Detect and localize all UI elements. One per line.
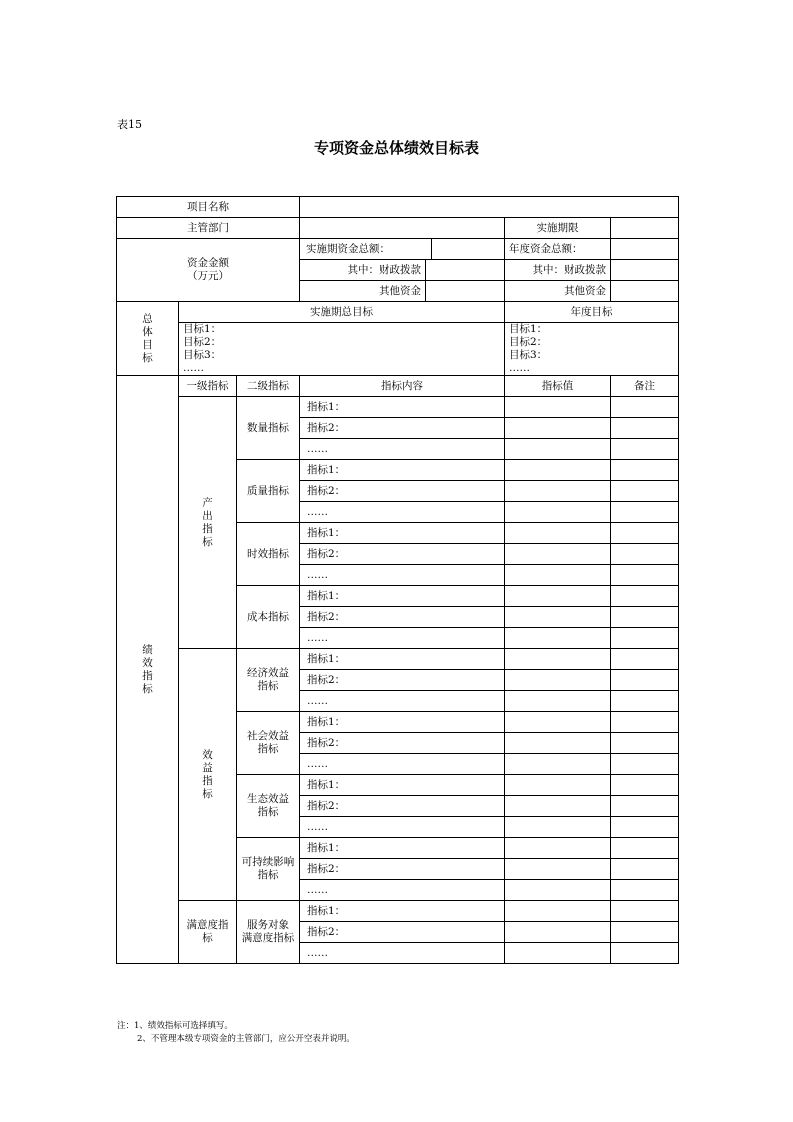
annual-total-field[interactable] bbox=[611, 239, 679, 260]
indicator-value-cell[interactable] bbox=[505, 670, 611, 691]
indicator-value-cell[interactable] bbox=[505, 691, 611, 712]
indicator-note-cell[interactable] bbox=[611, 775, 679, 796]
output-indicator-label: 产 出 指 标 bbox=[179, 397, 237, 649]
dept-field[interactable] bbox=[300, 218, 505, 239]
indicator-value-cell[interactable] bbox=[505, 838, 611, 859]
indicator-value-cell[interactable] bbox=[505, 712, 611, 733]
fund-amount-label bbox=[117, 239, 300, 302]
indicator-note-cell[interactable] bbox=[611, 481, 679, 502]
row-goal-headers bbox=[117, 302, 679, 323]
fund-amount-label-line1: 资金金额 bbox=[187, 257, 229, 269]
row-indicator-headers bbox=[117, 376, 679, 397]
indicator-content-cell[interactable]: …… bbox=[300, 943, 505, 964]
indicator-content-cell[interactable]: 指标1： bbox=[300, 397, 505, 418]
level2-indicator-label: 时效指标 bbox=[237, 523, 300, 586]
indicator-content-cell[interactable]: …… bbox=[300, 502, 505, 523]
indicator-value-cell[interactable] bbox=[505, 649, 611, 670]
indicator-content-cell[interactable]: …… bbox=[300, 754, 505, 775]
period-total-field[interactable] bbox=[432, 239, 504, 259]
indicator-content-cell[interactable]: …… bbox=[300, 817, 505, 838]
indicator-content-cell[interactable]: 指标2： bbox=[300, 922, 505, 943]
indicator-value-cell[interactable] bbox=[505, 754, 611, 775]
indicator-note-cell[interactable] bbox=[611, 733, 679, 754]
performance-indicator-label: 绩 效 指 标 bbox=[117, 376, 179, 964]
level2-indicator-label: 社会效益 指标 bbox=[237, 712, 300, 775]
period-total-label: 实施期资金总额： bbox=[300, 239, 432, 259]
indicator-content-cell[interactable]: 指标2： bbox=[300, 859, 505, 880]
fund-other-split bbox=[300, 281, 505, 302]
other-left-field[interactable] bbox=[426, 281, 504, 301]
row-project-name bbox=[117, 197, 679, 218]
indicator-note-cell[interactable] bbox=[611, 901, 679, 922]
performance-goal-table bbox=[116, 196, 679, 964]
fiscal-left-label: 其中：财政拨款 bbox=[300, 260, 426, 280]
indicator-content-cell[interactable]: 指标1： bbox=[300, 712, 505, 733]
indicator-value-cell[interactable] bbox=[505, 523, 611, 544]
row-fund-total bbox=[117, 239, 679, 260]
indicator-note-cell[interactable] bbox=[611, 754, 679, 775]
row-goal-content bbox=[117, 323, 679, 376]
fiscal-right-label: 其中：财政拨款 bbox=[505, 260, 611, 281]
indicator-value-cell[interactable] bbox=[505, 775, 611, 796]
indicator-note-cell[interactable] bbox=[611, 922, 679, 943]
other-left-label: 其他资金 bbox=[300, 281, 426, 301]
indicator-value-cell[interactable] bbox=[505, 418, 611, 439]
indicator-note-cell[interactable] bbox=[611, 397, 679, 418]
indicator-value-cell[interactable] bbox=[505, 481, 611, 502]
indicator-value-cell[interactable] bbox=[505, 817, 611, 838]
footnotes bbox=[117, 1020, 355, 1046]
period-field[interactable] bbox=[611, 218, 679, 239]
indicator-value-cell[interactable] bbox=[505, 733, 611, 754]
indicator-value-cell[interactable] bbox=[505, 460, 611, 481]
indicator-note-cell[interactable] bbox=[611, 649, 679, 670]
indicator-content-cell[interactable]: …… bbox=[300, 565, 505, 586]
indicator-value-cell[interactable] bbox=[505, 565, 611, 586]
indicator-note-cell[interactable] bbox=[611, 628, 679, 649]
satisfaction-indicator-label: 满意度指标 bbox=[179, 901, 237, 964]
indicator-content-cell[interactable]: 指标2： bbox=[300, 607, 505, 628]
indicator-row bbox=[117, 901, 679, 922]
indicator-note-cell[interactable] bbox=[611, 460, 679, 481]
indicator-content-cell[interactable]: 指标2： bbox=[300, 670, 505, 691]
benefit-indicator-label: 效 益 指 标 bbox=[179, 649, 237, 901]
indicator-note-cell[interactable] bbox=[611, 859, 679, 880]
table-number: 表15 bbox=[117, 118, 142, 131]
indicator-note-cell[interactable] bbox=[611, 796, 679, 817]
indicator-note-cell[interactable] bbox=[611, 838, 679, 859]
annual-goal-content[interactable]: 目标1： 目标2： 目标3： …… bbox=[505, 323, 679, 376]
level2-indicator-label: 可持续影响 指标 bbox=[237, 838, 300, 901]
indicator-row bbox=[117, 397, 679, 418]
indicator-note-cell[interactable] bbox=[611, 670, 679, 691]
annual-total-label: 年度资金总额： bbox=[505, 239, 611, 260]
indicator-content-cell[interactable]: 指标2： bbox=[300, 544, 505, 565]
col-value-header: 指标值 bbox=[505, 376, 611, 397]
period-goal-content[interactable]: 目标1： 目标2： 目标3： …… bbox=[179, 323, 505, 376]
row-dept bbox=[117, 218, 679, 239]
col-level1-header: 一级指标 bbox=[179, 376, 237, 397]
indicator-content-cell[interactable]: 指标2： bbox=[300, 796, 505, 817]
indicator-content-cell[interactable]: 指标2： bbox=[300, 481, 505, 502]
indicator-note-cell[interactable] bbox=[611, 502, 679, 523]
indicator-content-cell[interactable]: 指标2： bbox=[300, 733, 505, 754]
level2-indicator-label: 服务对象 满意度指标 bbox=[237, 901, 300, 964]
fund-total-split bbox=[300, 239, 505, 260]
indicator-value-cell[interactable] bbox=[505, 439, 611, 460]
fund-fiscal-split bbox=[300, 260, 505, 281]
indicator-value-cell[interactable] bbox=[505, 880, 611, 901]
indicator-value-cell[interactable] bbox=[505, 544, 611, 565]
level2-indicator-label: 生态效益 指标 bbox=[237, 775, 300, 838]
indicator-content-cell[interactable]: …… bbox=[300, 691, 505, 712]
indicator-row bbox=[117, 649, 679, 670]
indicator-note-cell[interactable] bbox=[611, 712, 679, 733]
indicator-content-cell[interactable]: 指标1： bbox=[300, 775, 505, 796]
indicator-content-cell[interactable]: 指标1： bbox=[300, 901, 505, 922]
indicator-content-cell[interactable]: …… bbox=[300, 439, 505, 460]
indicator-content-cell[interactable]: …… bbox=[300, 628, 505, 649]
period-goal-header: 实施期总目标 bbox=[179, 302, 505, 323]
period-label: 实施期限 bbox=[505, 218, 611, 239]
level2-indicator-label: 经济效益 指标 bbox=[237, 649, 300, 712]
fiscal-right-field[interactable] bbox=[611, 260, 679, 281]
indicator-content-cell[interactable]: 指标1： bbox=[300, 460, 505, 481]
project-name-label: 项目名称 bbox=[117, 197, 300, 218]
indicator-content-cell[interactable]: …… bbox=[300, 880, 505, 901]
indicator-content-cell[interactable]: 指标1： bbox=[300, 586, 505, 607]
indicator-value-cell[interactable] bbox=[505, 859, 611, 880]
indicator-content-cell[interactable]: 指标2： bbox=[300, 418, 505, 439]
indicator-note-cell[interactable] bbox=[611, 817, 679, 838]
fund-amount-label-line2: （万元） bbox=[187, 270, 229, 282]
col-content-header: 指标内容 bbox=[300, 376, 505, 397]
indicator-value-cell[interactable] bbox=[505, 943, 611, 964]
indicator-note-cell[interactable] bbox=[611, 439, 679, 460]
page-title: 专项资金总体绩效目标表 bbox=[313, 139, 479, 157]
dept-label: 主管部门 bbox=[117, 218, 300, 239]
other-right-label: 其他资金 bbox=[505, 281, 611, 302]
level2-indicator-label: 质量指标 bbox=[237, 460, 300, 523]
indicator-note-cell[interactable] bbox=[611, 418, 679, 439]
indicator-note-cell[interactable] bbox=[611, 523, 679, 544]
project-name-field[interactable] bbox=[300, 197, 679, 218]
indicator-note-cell[interactable] bbox=[611, 880, 679, 901]
indicator-value-cell[interactable] bbox=[505, 586, 611, 607]
indicator-value-cell[interactable] bbox=[505, 922, 611, 943]
indicator-note-cell[interactable] bbox=[611, 544, 679, 565]
indicator-value-cell[interactable] bbox=[505, 397, 611, 418]
indicator-value-cell[interactable] bbox=[505, 502, 611, 523]
indicator-note-cell[interactable] bbox=[611, 607, 679, 628]
footnote-2: 2、不管理本级专项资金的主管部门，应公开空表并说明。 bbox=[137, 1034, 355, 1044]
level2-indicator-label: 数量指标 bbox=[237, 397, 300, 460]
indicator-note-cell[interactable] bbox=[611, 691, 679, 712]
indicator-value-cell[interactable] bbox=[505, 607, 611, 628]
indicator-content-cell[interactable]: 指标1： bbox=[300, 523, 505, 544]
indicator-value-cell[interactable] bbox=[505, 628, 611, 649]
indicator-content-cell[interactable]: 指标1： bbox=[300, 838, 505, 859]
footnote-1: 注：1、绩效指标可选择填写。 bbox=[117, 1021, 233, 1031]
col-level2-header: 二级指标 bbox=[237, 376, 300, 397]
indicator-note-cell[interactable] bbox=[611, 586, 679, 607]
col-note-header: 备注 bbox=[611, 376, 679, 397]
annual-goal-header: 年度目标 bbox=[505, 302, 679, 323]
fiscal-left-field[interactable] bbox=[426, 260, 504, 280]
indicator-note-cell[interactable] bbox=[611, 943, 679, 964]
indicator-value-cell[interactable] bbox=[505, 901, 611, 922]
level2-indicator-label: 成本指标 bbox=[237, 586, 300, 649]
other-right-field[interactable] bbox=[611, 281, 679, 302]
overall-goal-label: 总 体 目 标 bbox=[117, 302, 179, 376]
indicator-note-cell[interactable] bbox=[611, 565, 679, 586]
indicator-content-cell[interactable]: 指标1： bbox=[300, 649, 505, 670]
indicator-value-cell[interactable] bbox=[505, 796, 611, 817]
